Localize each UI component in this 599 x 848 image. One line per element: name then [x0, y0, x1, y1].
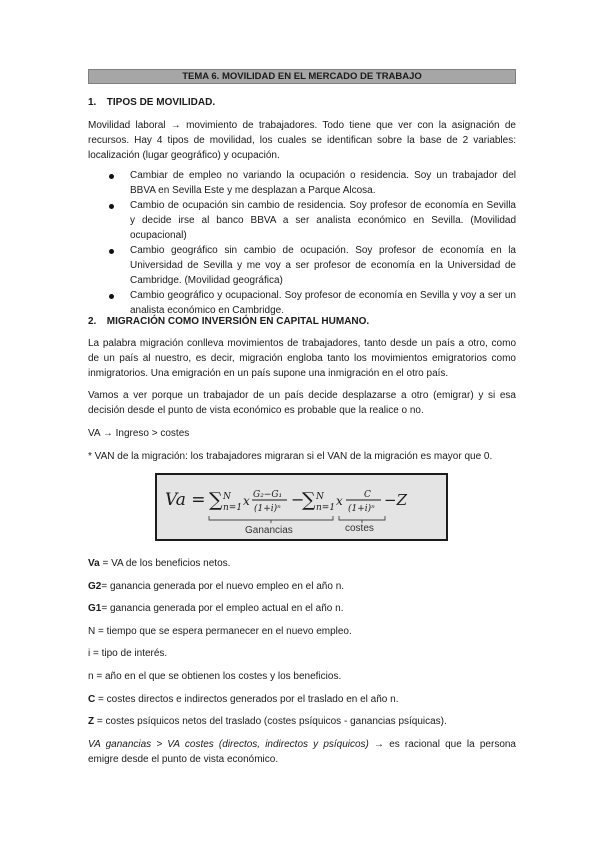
formula-lhs: Va = — [165, 490, 206, 510]
sum-upper-2: N — [316, 492, 324, 502]
times-2: x — [336, 494, 343, 508]
formula-svg — [157, 475, 446, 539]
numerator-1: G₂−G₁ — [253, 490, 283, 500]
brace-costs-icon — [339, 516, 385, 523]
formula-tail: −Z — [384, 491, 407, 509]
mobility-types-list — [88, 168, 516, 318]
label-costs: costes — [345, 523, 374, 534]
definition-i: i = tipo de interés. — [88, 648, 168, 659]
denominator-1: (1+i)ⁿ — [254, 504, 281, 514]
sum-icon-2: ∑ — [302, 489, 316, 511]
sum-upper-1: N — [223, 492, 231, 502]
formula-image — [155, 473, 448, 541]
list-item: Cambio de ocupación sin cambio de residencia. Soy profesor de economía en Sevilla y decide irse al banco BBVA a ser analista económico en Sevilla. (Movilidad ocupacional) — [88, 198, 516, 243]
section-2-heading: 2. MIGRACIÓN COMO INVERSIÓN EN CAPITAL HUMANO. — [88, 316, 370, 327]
section-1-intro: Movilidad laboral → movimiento de trabajadores. Todo tiene que ver con la asignación de recursos. Hay 4 tipos de movilidad, los cuales se identifican sobre la base de 2 variables: localización (lugar geográfico) y ocupación. — [88, 120, 516, 161]
sum-lower-1: n=1 — [223, 503, 243, 513]
section-1-heading: 1. TIPOS DE MOVILIDAD. — [88, 97, 216, 108]
brace-gains-icon — [209, 516, 333, 523]
section-2-paragraph-4: * VAN de la migración: los trabajadores migraran si el VAN de la migración es mayor que 0. — [88, 451, 493, 462]
definition-z: Z = costes psíquicos netos del traslado (costes psíquicos - ganancias psíquicas). — [88, 716, 447, 727]
definition-va: Va = VA de los beneficios netos. — [88, 558, 231, 569]
sum-lower-2: n=1 — [316, 503, 336, 513]
list-item: Cambiar de empleo no variando la ocupación o residencia. Soy un trabajador del BBVA en Sevilla Este y me desplazan a Parque Alcosa. — [88, 168, 516, 198]
sum-icon-1: ∑ — [209, 489, 223, 511]
label-gains: Ganancias — [245, 525, 293, 536]
definition-g2: G2= ganancia generada por el nuevo empleo en el año n. — [88, 581, 345, 592]
list-item: Cambio geográfico y ocupacional. Soy profesor de economía en Sevilla y voy a ser un analista económico en Cambridge. — [88, 288, 516, 318]
definition-n-upper: N = tiempo que se espera permanecer en el nuevo empleo. — [88, 626, 352, 637]
denominator-2: (1+i)ⁿ — [348, 504, 375, 514]
section-2-paragraph-2: Vamos a ver porque un trabajador de un país decide desplazarse a otro (emigrar) y si esa decisión desde el punto de vista económico es probable que la realice o no. — [88, 390, 516, 416]
times-1: x — [243, 494, 250, 508]
minus-sign: − — [291, 490, 305, 509]
numerator-2: C — [364, 490, 371, 500]
list-item: Cambio geográfico sin cambio de ocupación. Soy profesor de economía en la Universidad de Sevilla y me voy a ser profesor de economía en la Universidad de Cambridge. (Movilidad geográfica) — [88, 243, 516, 288]
conclusion: VA ganancias > VA costes (directos, indirectos y psíquicos) → es racional que la persona emigre desde el punto de vista económico. — [88, 739, 516, 765]
definition-n-lower: n = año en el que se obtienen los costes y los beneficios. — [88, 671, 342, 682]
definition-c: C = costes directos e indirectos generados por el traslado en el año n. — [88, 694, 399, 705]
definition-g1: G1= ganancia generada por el empleo actual en el año n. — [88, 603, 344, 614]
section-2-paragraph-1: La palabra migración conlleva movimientos de trabajadores, tanto desde un país a otro, como de un país al nuestro, es decir, migración engloba tanto los movimientos emigratorios como inmigratorios. Una emigración en un país supone una inmigración en el otro país. — [88, 338, 516, 379]
section-2-paragraph-3: VA → Ingreso > costes — [88, 428, 190, 439]
page-title: TEMA 6. MOVILIDAD EN EL MERCADO DE TRABAJO — [88, 69, 516, 84]
